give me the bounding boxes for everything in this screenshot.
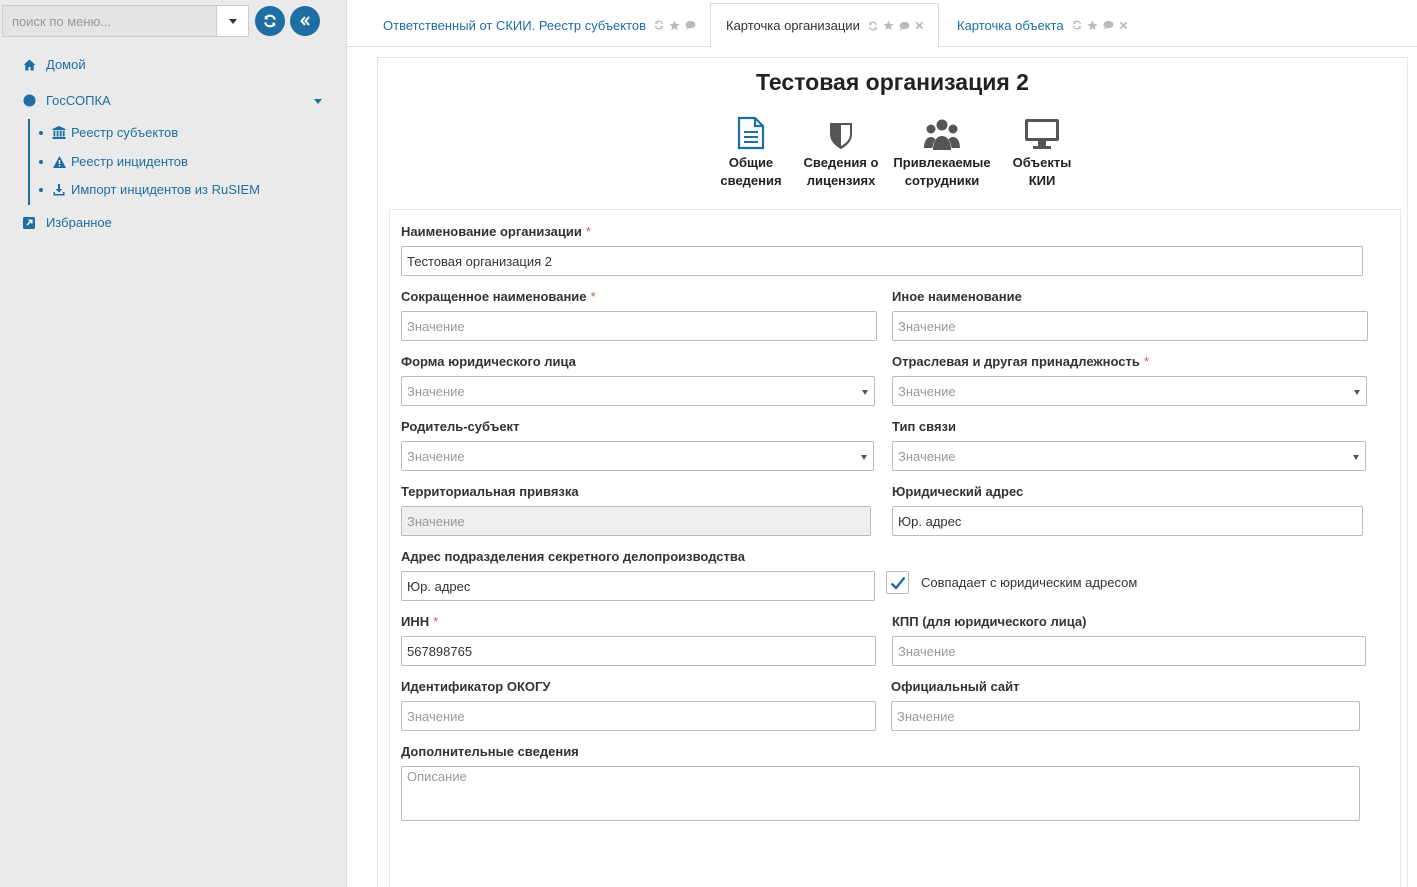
other-name-input[interactable] [892, 311, 1368, 341]
section-label-line2: КИИ [1028, 173, 1056, 188]
sidebar-item-gossopka[interactable] [22, 93, 111, 108]
sidebar-item-home[interactable] [22, 57, 86, 72]
link-type-label: Тип связи [892, 419, 956, 434]
page-title: Тестовая организация 2 [756, 69, 1029, 95]
close-icon[interactable] [1119, 21, 1128, 30]
required-marker: * [433, 614, 439, 629]
section-label-line2: сведения [720, 173, 782, 188]
site-input[interactable] [891, 701, 1360, 731]
tab-organization-card[interactable] [710, 3, 939, 48]
sidebar-subitem-incidents-registry[interactable] [52, 154, 188, 169]
close-icon[interactable] [915, 21, 924, 30]
industry-select[interactable] [892, 376, 1367, 406]
check-icon [890, 576, 906, 590]
section-label-line1: Сведения о [803, 155, 879, 170]
section-cii-objects[interactable] [1002, 110, 1082, 190]
select-value: Значение [898, 383, 956, 399]
chevron-down-icon [1354, 390, 1360, 395]
same-address-checkbox[interactable] [886, 571, 909, 594]
comment-icon[interactable] [685, 20, 696, 30]
industry-label: Отраслевая и другая принадлежность * [892, 354, 1149, 369]
comment-icon[interactable] [1103, 20, 1114, 30]
tab-bar [347, 0, 1417, 47]
sidebar-subitem-label: Реестр инцидентов [71, 154, 188, 169]
tab-label: Ответственный от СКИИ. Реестр субъектов [383, 17, 646, 33]
parent-select[interactable] [401, 441, 874, 471]
chevron-down-icon [861, 455, 867, 460]
section-employees[interactable] [891, 110, 993, 190]
shield-icon [798, 110, 884, 150]
star-icon[interactable] [669, 20, 680, 31]
section-label-line1: Привлекаемые [893, 155, 991, 170]
menu-search [2, 5, 249, 37]
select-value: Значение [898, 448, 956, 464]
site-label: Официальный сайт [891, 679, 1020, 694]
sidebar-subitem-import-rusiem[interactable] [52, 182, 260, 197]
required-marker: * [585, 224, 591, 239]
refresh-icon[interactable] [654, 20, 664, 30]
sidebar [0, 0, 347, 887]
tab-label: Карточка объекта [957, 17, 1064, 33]
org-name-input[interactable] [401, 246, 1363, 276]
okogu-input[interactable] [401, 701, 876, 731]
double-chevron-left-icon [299, 15, 311, 27]
secret-address-input[interactable] [401, 571, 875, 601]
comment-icon[interactable] [899, 21, 910, 31]
org-name-label: Наименование организации * [401, 224, 591, 239]
legal-form-select[interactable] [401, 376, 875, 406]
refresh-icon[interactable] [868, 21, 878, 31]
short-name-label: Сокращенное наименование * [401, 289, 596, 304]
sidebar-item-label: ГосСОПКА [46, 93, 111, 108]
section-label-line2: сотрудники [904, 173, 980, 188]
extra-textarea[interactable] [401, 766, 1360, 821]
warning-icon [52, 155, 66, 169]
section-label-line2: лицензиях [806, 173, 876, 188]
chevron-down-icon [229, 19, 237, 24]
monitor-icon [1002, 110, 1082, 150]
menu-search-input[interactable] [3, 6, 216, 36]
home-icon [22, 58, 36, 72]
section-label-line1: Объекты [1012, 155, 1072, 170]
submenu-dot [39, 160, 43, 164]
extra-label: Дополнительные сведения [401, 744, 579, 759]
legal-address-label: Юридический адрес [892, 484, 1024, 499]
external-link-icon [22, 216, 36, 230]
select-value: Значение [407, 448, 465, 464]
parent-label: Родитель-субъект [401, 419, 520, 434]
sidebar-subitem-subjects-registry[interactable] [52, 125, 178, 140]
submenu-line [28, 119, 30, 205]
inn-input[interactable] [401, 636, 876, 666]
download-icon [52, 183, 66, 197]
submenu-dot [39, 188, 43, 192]
refresh-icon[interactable] [1072, 20, 1082, 30]
tab-label: Карточка организации [726, 18, 860, 33]
chevron-down-icon [1353, 455, 1359, 460]
short-name-input[interactable] [401, 311, 877, 341]
sidebar-subitem-label: Реестр субъектов [71, 125, 179, 140]
organization-card-panel [377, 57, 1408, 887]
menu-search-dropdown-button[interactable] [216, 6, 248, 36]
okogu-label: Идентификатор ОКОГУ [401, 679, 551, 694]
section-label-line1: Общие [728, 155, 774, 170]
collapse-sidebar-button[interactable] [290, 6, 320, 36]
secret-address-label: Адрес подразделения секретного делопроизводства [401, 549, 745, 564]
refresh-button[interactable] [255, 6, 285, 36]
sidebar-subitem-label: Импорт инцидентов из RuSIEM [71, 182, 260, 197]
star-icon[interactable] [883, 20, 894, 31]
chevron-down-icon [862, 390, 868, 395]
territory-label: Территориальная привязка [401, 484, 579, 499]
users-icon [891, 110, 993, 150]
legal-address-input[interactable] [892, 506, 1363, 536]
other-name-label: Иное наименование [892, 289, 1022, 304]
sidebar-item-favorites[interactable] [22, 215, 112, 230]
section-general-info[interactable] [712, 110, 790, 190]
required-marker: * [1143, 354, 1149, 369]
same-address-label[interactable]: Совпадает с юридическим адресом [921, 575, 1138, 590]
circle-icon [22, 94, 36, 108]
inn-label: ИНН * [401, 614, 439, 629]
refresh-icon [263, 14, 277, 28]
kpp-label: КПП (для юридического лица) [892, 614, 1087, 629]
kpp-input[interactable] [892, 636, 1366, 666]
chevron-down-icon[interactable] [314, 99, 322, 104]
submenu-dot [39, 131, 43, 135]
select-value: Значение [407, 383, 465, 399]
link-type-select[interactable] [892, 441, 1366, 471]
sidebar-item-label: Избранное [46, 215, 112, 230]
sidebar-item-label: Домой [46, 57, 86, 72]
territory-input [401, 506, 871, 536]
star-icon[interactable] [1087, 20, 1098, 31]
document-icon [712, 110, 790, 150]
bank-icon [52, 126, 66, 140]
tab-subjects-registry[interactable] [368, 3, 710, 47]
tab-object-card[interactable] [942, 3, 1142, 47]
legal-form-label: Форма юридического лица [401, 354, 576, 369]
required-marker: * [590, 289, 596, 304]
section-licenses[interactable] [798, 110, 884, 190]
